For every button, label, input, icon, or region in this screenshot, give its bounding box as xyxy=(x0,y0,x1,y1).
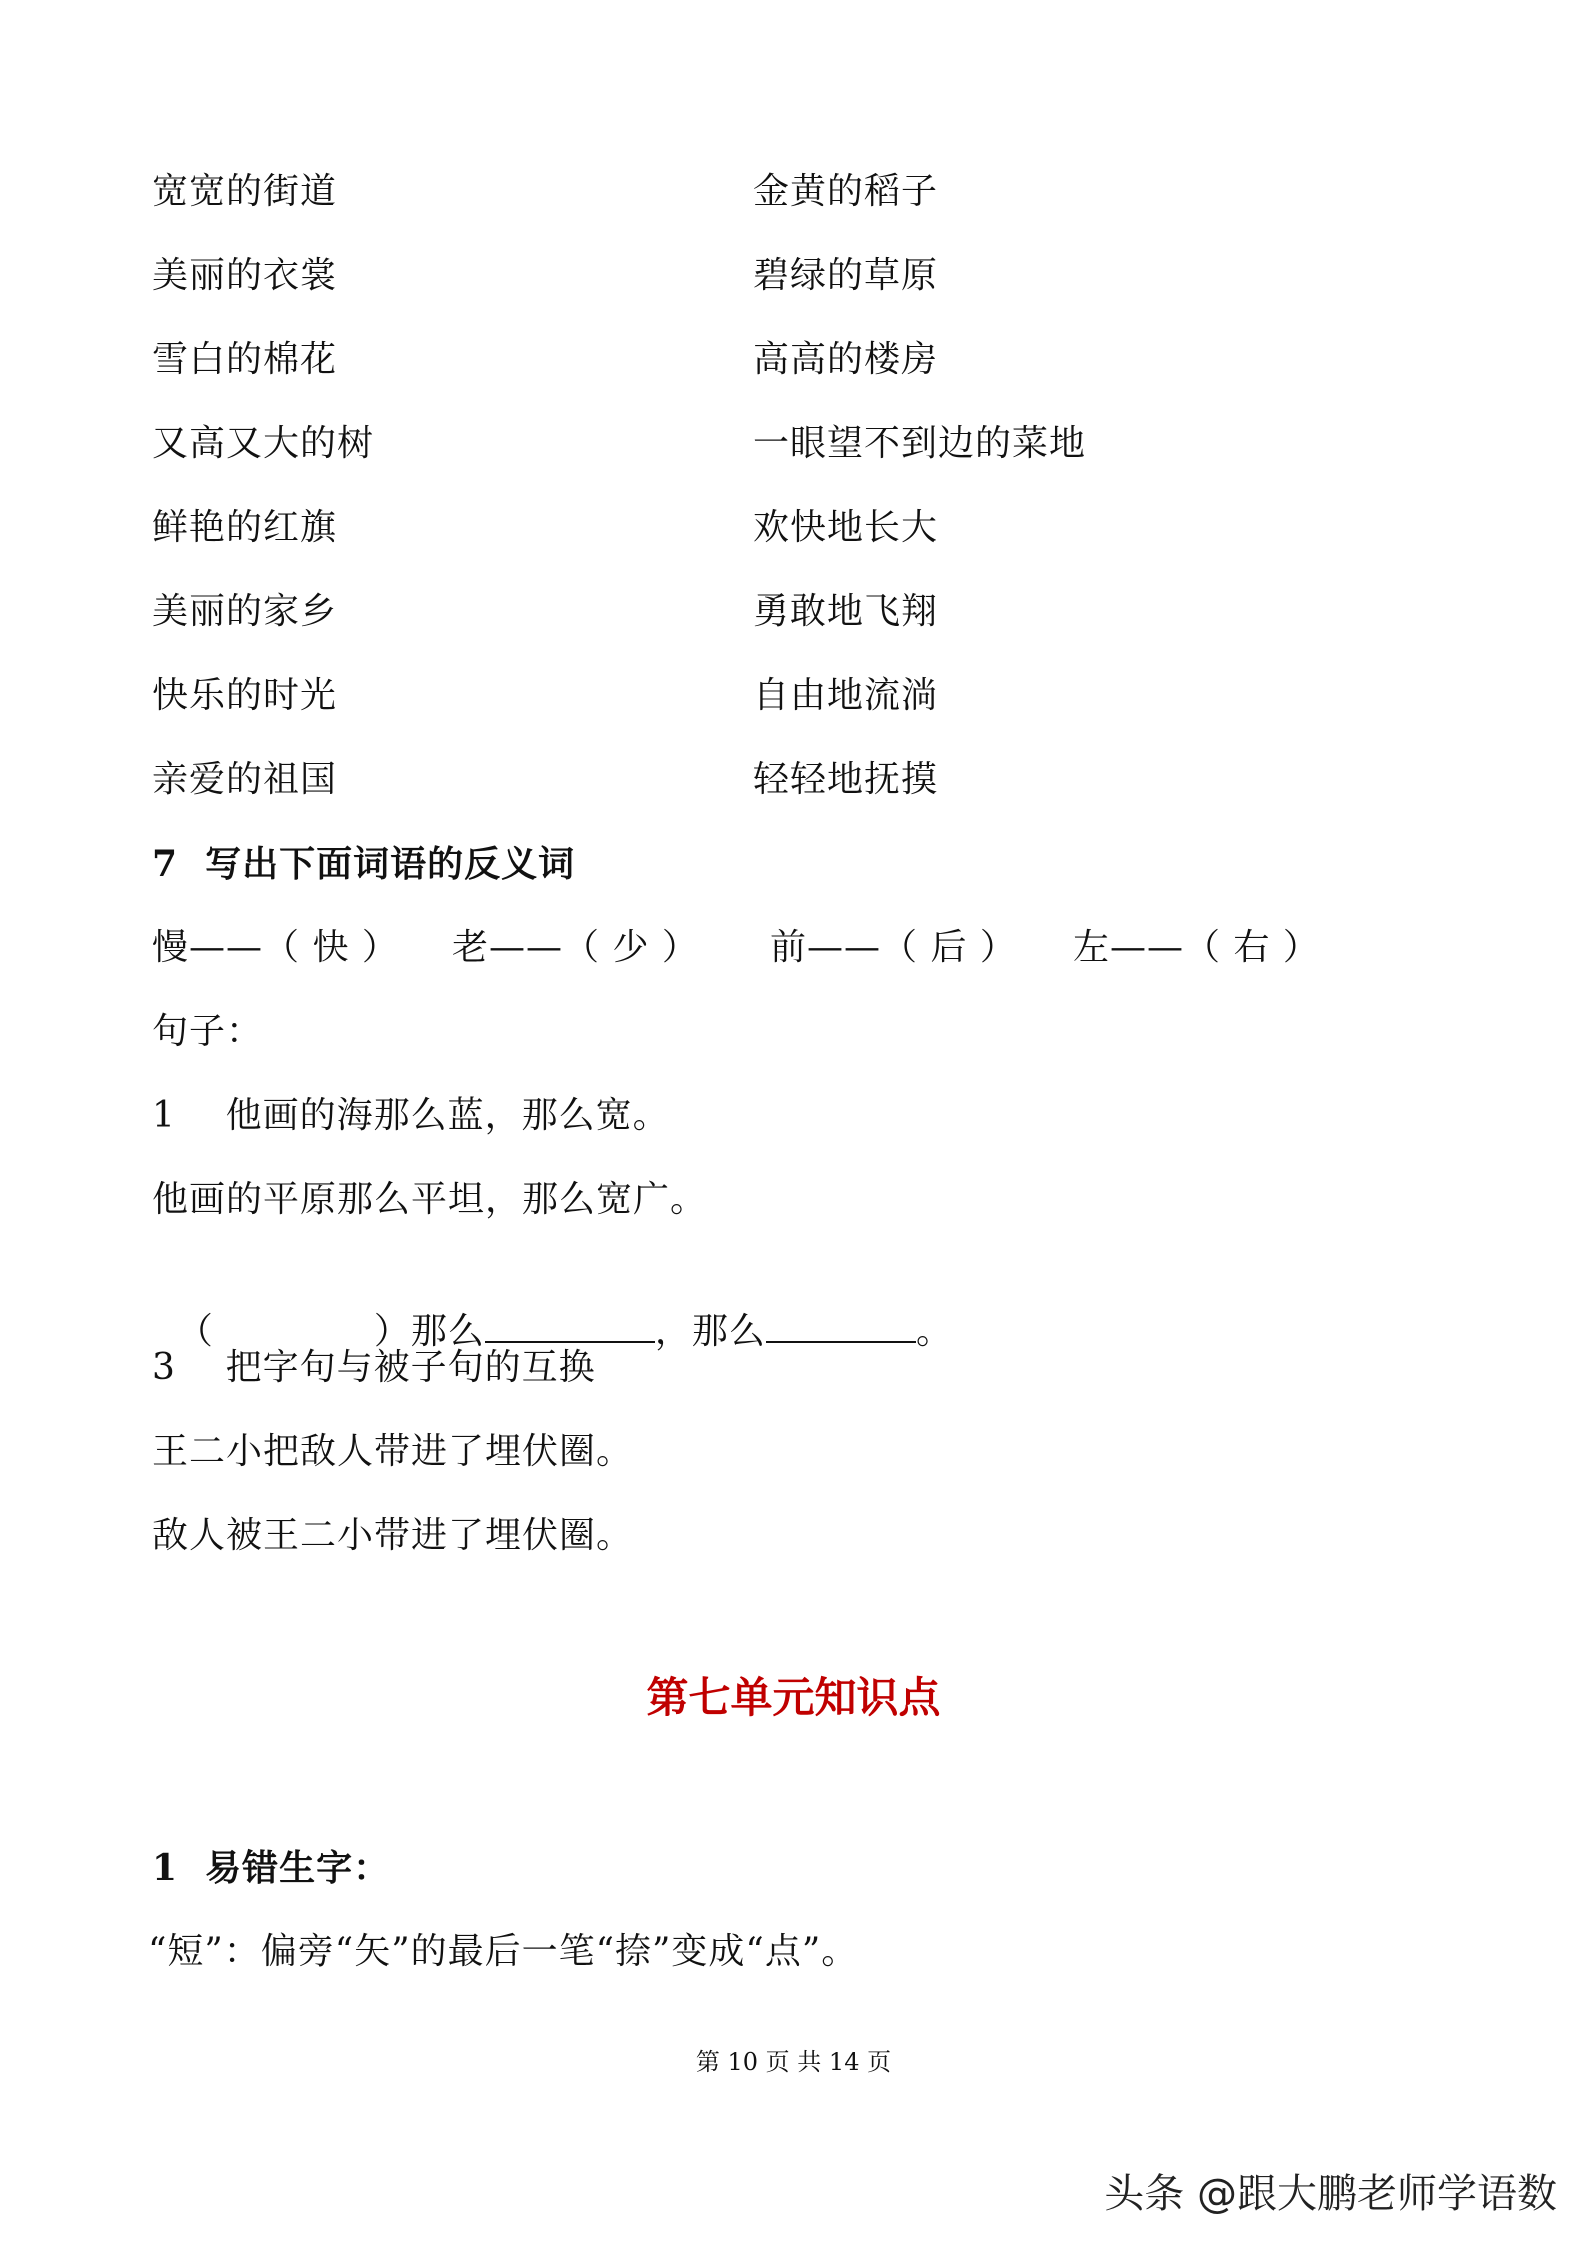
phrase-right-8: 轻轻地抚摸 xyxy=(753,759,939,800)
phrase-left-3: 雪白的棉花 xyxy=(152,339,338,380)
fill-blank-1[interactable] xyxy=(485,1311,655,1343)
phrase-left-5: 鲜艳的红旗 xyxy=(152,507,338,548)
watermark: 头条 @跟大鹏老师学语数 xyxy=(1104,2171,1557,2217)
sentence-3-title: 3 把字句与被子句的互换 xyxy=(152,1347,596,1388)
fill-close-text: ）那么 xyxy=(373,1311,485,1352)
phrase-left-2: 美丽的衣裳 xyxy=(152,255,338,296)
fill-open-paren: （ xyxy=(176,1311,214,1352)
phrase-left-4: 又高又大的树 xyxy=(152,423,375,464)
unit-title: 第七单元知识点 xyxy=(646,1673,941,1722)
fill-mid-text: ，那么 xyxy=(654,1311,766,1352)
phrase-left-1: 宽宽的街道 xyxy=(152,171,338,212)
page-footer: 第 10 页 共 14 页 xyxy=(695,2048,892,2076)
sentence-1-example: 他画的平原那么平坦，那么宽广。 xyxy=(152,1179,708,1220)
phrase-right-3: 高高的楼房 xyxy=(753,339,939,380)
sentence-1-fill-in xyxy=(152,1260,953,1356)
antonym-1: 慢——（ 快 ） xyxy=(152,927,399,968)
sentence-1-title: 1 他画的海那么蓝，那么宽。 xyxy=(152,1095,670,1136)
phrase-left-6: 美丽的家乡 xyxy=(152,591,338,632)
antonym-4: 左——（ 右 ） xyxy=(1073,927,1320,968)
phrase-right-1: 金黄的稻子 xyxy=(753,171,939,212)
sentence-3-line-2: 敌人被王二小带进了埋伏圈。 xyxy=(152,1515,634,1556)
antonym-3: 前——（ 后 ） xyxy=(770,927,1017,968)
easy-characters-line: “短”：偏旁“矢”的最后一笔“捺”变成“点”。 xyxy=(148,1931,859,1972)
phrase-right-6: 勇敢地飞翔 xyxy=(753,591,939,632)
antonym-title: 7 写出下面词语的反义词 xyxy=(152,843,576,885)
fill-end-text: 。 xyxy=(915,1311,953,1352)
phrase-left-8: 亲爱的祖国 xyxy=(152,759,338,800)
antonym-2: 老——（ 少 ） xyxy=(452,927,699,968)
phrase-right-4: 一眼望不到边的菜地 xyxy=(753,423,1087,464)
sentence-heading: 句子： xyxy=(152,1011,264,1052)
phrase-right-5: 欢快地长大 xyxy=(753,507,939,548)
fill-blank-2[interactable] xyxy=(766,1311,916,1343)
sentence-3-line-1: 王二小把敌人带进了埋伏圈。 xyxy=(152,1431,634,1472)
easy-characters-title: 1 易错生字： xyxy=(152,1847,391,1889)
phrase-left-7: 快乐的时光 xyxy=(152,675,338,716)
phrase-right-2: 碧绿的草原 xyxy=(753,255,939,296)
phrase-right-7: 自由地流淌 xyxy=(753,675,939,716)
